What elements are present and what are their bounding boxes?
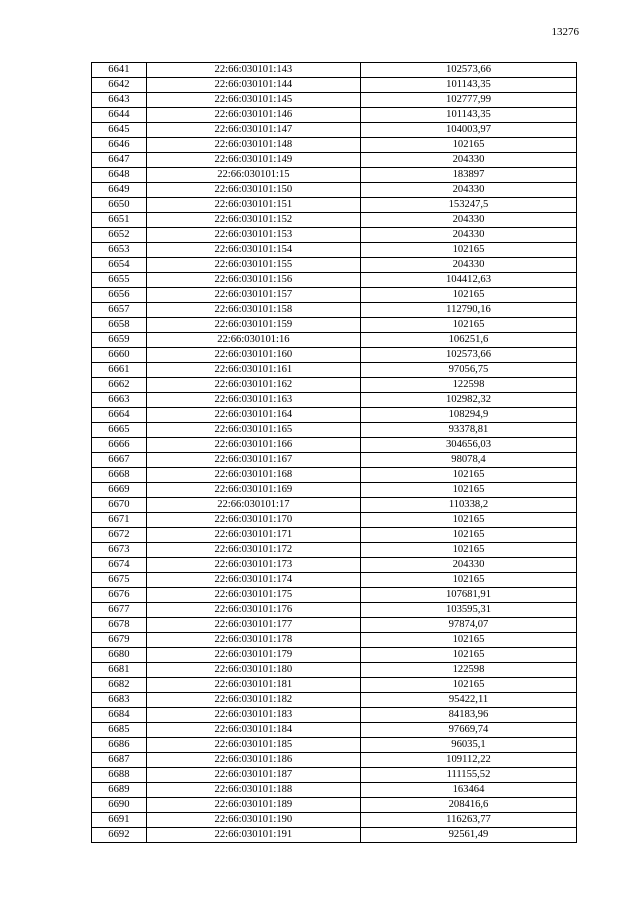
table-row [92, 393, 577, 408]
value-cell: 103595,31 [360, 603, 576, 618]
value-cell: 102165 [360, 573, 576, 588]
value-cell: 101143,35 [360, 78, 576, 93]
table-body [92, 63, 577, 843]
row-number-cell: 6662 [92, 378, 147, 393]
cadastral-number-cell: 22:66:030101:170 [146, 513, 360, 528]
row-number-cell: 6689 [92, 783, 147, 798]
row-number-cell: 6675 [92, 573, 147, 588]
row-number-cell: 6681 [92, 663, 147, 678]
row-number-cell: 6670 [92, 498, 147, 513]
value-cell: 111155,52 [360, 768, 576, 783]
row-number-cell: 6668 [92, 468, 147, 483]
row-number-cell: 6661 [92, 363, 147, 378]
table-row [92, 348, 577, 363]
value-cell: 204330 [360, 153, 576, 168]
row-number-cell: 6658 [92, 318, 147, 333]
table-row [92, 63, 577, 78]
value-cell: 208416,6 [360, 798, 576, 813]
row-number-cell: 6643 [92, 93, 147, 108]
value-cell: 153247,5 [360, 198, 576, 213]
value-cell: 109112,22 [360, 753, 576, 768]
table-row [92, 363, 577, 378]
row-number-cell: 6690 [92, 798, 147, 813]
value-cell: 98078,4 [360, 453, 576, 468]
cadastral-number-cell: 22:66:030101:158 [146, 303, 360, 318]
row-number-cell: 6651 [92, 213, 147, 228]
row-number-cell: 6641 [92, 63, 147, 78]
value-cell: 97056,75 [360, 363, 576, 378]
row-number-cell: 6685 [92, 723, 147, 738]
table-row [92, 138, 577, 153]
row-number-cell: 6680 [92, 648, 147, 663]
row-number-cell: 6667 [92, 453, 147, 468]
cadastral-number-cell: 22:66:030101:186 [146, 753, 360, 768]
row-number-cell: 6687 [92, 753, 147, 768]
table-row [92, 243, 577, 258]
value-cell: 97669,74 [360, 723, 576, 738]
value-cell: 112790,16 [360, 303, 576, 318]
table-row [92, 573, 577, 588]
cadastral-number-cell: 22:66:030101:181 [146, 678, 360, 693]
cadastral-number-cell: 22:66:030101:145 [146, 93, 360, 108]
cadastral-number-cell: 22:66:030101:169 [146, 483, 360, 498]
cadastral-number-cell: 22:66:030101:162 [146, 378, 360, 393]
cadastral-number-cell: 22:66:030101:174 [146, 573, 360, 588]
value-cell: 102777,99 [360, 93, 576, 108]
value-cell: 116263,77 [360, 813, 576, 828]
row-number-cell: 6674 [92, 558, 147, 573]
table-row [92, 558, 577, 573]
cadastral-number-cell: 22:66:030101:156 [146, 273, 360, 288]
row-number-cell: 6673 [92, 543, 147, 558]
row-number-cell: 6677 [92, 603, 147, 618]
row-number-cell: 6671 [92, 513, 147, 528]
table-row [92, 168, 577, 183]
table-row [92, 258, 577, 273]
cadastral-number-cell: 22:66:030101:188 [146, 783, 360, 798]
value-cell: 108294,9 [360, 408, 576, 423]
cadastral-number-cell: 22:66:030101:182 [146, 693, 360, 708]
row-number-cell: 6692 [92, 828, 147, 843]
row-number-cell: 6649 [92, 183, 147, 198]
value-cell: 106251,6 [360, 333, 576, 348]
table-row [92, 543, 577, 558]
cadastral-number-cell: 22:66:030101:179 [146, 648, 360, 663]
row-number-cell: 6678 [92, 618, 147, 633]
table-row [92, 528, 577, 543]
value-cell: 204330 [360, 558, 576, 573]
cadastral-number-cell: 22:66:030101:172 [146, 543, 360, 558]
row-number-cell: 6659 [92, 333, 147, 348]
cadastral-number-cell: 22:66:030101:160 [146, 348, 360, 363]
table-row [92, 603, 577, 618]
cadastral-number-cell: 22:66:030101:143 [146, 63, 360, 78]
row-number-cell: 6655 [92, 273, 147, 288]
cadastral-number-cell: 22:66:030101:166 [146, 438, 360, 453]
cadastral-number-cell: 22:66:030101:146 [146, 108, 360, 123]
table-row [92, 333, 577, 348]
value-cell: 183897 [360, 168, 576, 183]
value-cell: 102165 [360, 648, 576, 663]
table-row [92, 468, 577, 483]
table-row [92, 198, 577, 213]
cadastral-number-cell: 22:66:030101:149 [146, 153, 360, 168]
row-number-cell: 6688 [92, 768, 147, 783]
table-row [92, 798, 577, 813]
table-row [92, 273, 577, 288]
cadastral-number-cell: 22:66:030101:17 [146, 498, 360, 513]
cadastral-number-cell: 22:66:030101:173 [146, 558, 360, 573]
row-number-cell: 6645 [92, 123, 147, 138]
table-row [92, 828, 577, 843]
table-row [92, 108, 577, 123]
table-row [92, 93, 577, 108]
cadastral-number-cell: 22:66:030101:148 [146, 138, 360, 153]
value-cell: 304656,03 [360, 438, 576, 453]
value-cell: 84183,96 [360, 708, 576, 723]
value-cell: 204330 [360, 228, 576, 243]
cadastral-number-cell: 22:66:030101:168 [146, 468, 360, 483]
cadastral-number-cell: 22:66:030101:151 [146, 198, 360, 213]
cadastral-table [91, 62, 577, 843]
cadastral-number-cell: 22:66:030101:177 [146, 618, 360, 633]
cadastral-number-cell: 22:66:030101:152 [146, 213, 360, 228]
row-number-cell: 6642 [92, 78, 147, 93]
row-number-cell: 6652 [92, 228, 147, 243]
cadastral-number-cell: 22:66:030101:164 [146, 408, 360, 423]
value-cell: 102165 [360, 483, 576, 498]
value-cell: 102165 [360, 243, 576, 258]
row-number-cell: 6663 [92, 393, 147, 408]
table-row [92, 648, 577, 663]
value-cell: 102573,66 [360, 63, 576, 78]
cadastral-number-cell: 22:66:030101:187 [146, 768, 360, 783]
cadastral-number-cell: 22:66:030101:176 [146, 603, 360, 618]
table-row [92, 78, 577, 93]
table-row [92, 123, 577, 138]
value-cell: 102573,66 [360, 348, 576, 363]
value-cell: 102165 [360, 288, 576, 303]
row-number-cell: 6660 [92, 348, 147, 363]
row-number-cell: 6686 [92, 738, 147, 753]
table-row [92, 153, 577, 168]
cadastral-number-cell: 22:66:030101:167 [146, 453, 360, 468]
value-cell: 96035,1 [360, 738, 576, 753]
row-number-cell: 6679 [92, 633, 147, 648]
row-number-cell: 6664 [92, 408, 147, 423]
cadastral-number-cell: 22:66:030101:171 [146, 528, 360, 543]
table-row [92, 453, 577, 468]
table-row [92, 213, 577, 228]
value-cell: 102165 [360, 138, 576, 153]
cadastral-number-cell: 22:66:030101:175 [146, 588, 360, 603]
value-cell: 122598 [360, 663, 576, 678]
cadastral-number-cell: 22:66:030101:178 [146, 633, 360, 648]
value-cell: 102982,32 [360, 393, 576, 408]
cadastral-number-cell: 22:66:030101:163 [146, 393, 360, 408]
cadastral-number-cell: 22:66:030101:150 [146, 183, 360, 198]
table-row [92, 318, 577, 333]
cadastral-number-cell: 22:66:030101:155 [146, 258, 360, 273]
cadastral-number-cell: 22:66:030101:184 [146, 723, 360, 738]
cadastral-number-cell: 22:66:030101:190 [146, 813, 360, 828]
value-cell: 102165 [360, 318, 576, 333]
table-row [92, 423, 577, 438]
value-cell: 93378,81 [360, 423, 576, 438]
value-cell: 104412,63 [360, 273, 576, 288]
table-row [92, 378, 577, 393]
value-cell: 163464 [360, 783, 576, 798]
table-row [92, 288, 577, 303]
row-number-cell: 6653 [92, 243, 147, 258]
table-row [92, 663, 577, 678]
table-row [92, 678, 577, 693]
cadastral-number-cell: 22:66:030101:16 [146, 333, 360, 348]
row-number-cell: 6646 [92, 138, 147, 153]
value-cell: 204330 [360, 258, 576, 273]
table-row [92, 513, 577, 528]
table-row [92, 438, 577, 453]
row-number-cell: 6676 [92, 588, 147, 603]
row-number-cell: 6656 [92, 288, 147, 303]
row-number-cell: 6647 [92, 153, 147, 168]
row-number-cell: 6691 [92, 813, 147, 828]
row-number-cell: 6666 [92, 438, 147, 453]
cadastral-number-cell: 22:66:030101:147 [146, 123, 360, 138]
row-number-cell: 6657 [92, 303, 147, 318]
value-cell: 101143,35 [360, 108, 576, 123]
cadastral-number-cell: 22:66:030101:144 [146, 78, 360, 93]
table-row [92, 228, 577, 243]
value-cell: 204330 [360, 213, 576, 228]
value-cell: 92561,49 [360, 828, 576, 843]
row-number-cell: 6669 [92, 483, 147, 498]
table-row [92, 618, 577, 633]
value-cell: 102165 [360, 678, 576, 693]
table-row [92, 498, 577, 513]
value-cell: 107681,91 [360, 588, 576, 603]
cadastral-number-cell: 22:66:030101:157 [146, 288, 360, 303]
value-cell: 102165 [360, 468, 576, 483]
table-row [92, 708, 577, 723]
value-cell: 102165 [360, 528, 576, 543]
value-cell: 102165 [360, 633, 576, 648]
table-row [92, 408, 577, 423]
table-row [92, 753, 577, 768]
cadastral-number-cell: 22:66:030101:191 [146, 828, 360, 843]
value-cell: 110338,2 [360, 498, 576, 513]
row-number-cell: 6644 [92, 108, 147, 123]
table-row [92, 738, 577, 753]
table-row [92, 783, 577, 798]
cadastral-number-cell: 22:66:030101:159 [146, 318, 360, 333]
cadastral-number-cell: 22:66:030101:183 [146, 708, 360, 723]
table-row [92, 768, 577, 783]
value-cell: 95422,11 [360, 693, 576, 708]
cadastral-number-cell: 22:66:030101:189 [146, 798, 360, 813]
cadastral-number-cell: 22:66:030101:154 [146, 243, 360, 258]
cadastral-number-cell: 22:66:030101:165 [146, 423, 360, 438]
row-number-cell: 6684 [92, 708, 147, 723]
table-row [92, 723, 577, 738]
value-cell: 102165 [360, 513, 576, 528]
value-cell: 102165 [360, 543, 576, 558]
table-row [92, 693, 577, 708]
cadastral-number-cell: 22:66:030101:161 [146, 363, 360, 378]
cadastral-number-cell: 22:66:030101:15 [146, 168, 360, 183]
page-number: 13276 [551, 26, 579, 38]
value-cell: 204330 [360, 183, 576, 198]
cadastral-number-cell: 22:66:030101:153 [146, 228, 360, 243]
table-row [92, 483, 577, 498]
table-row [92, 813, 577, 828]
row-number-cell: 6683 [92, 693, 147, 708]
cadastral-number-cell: 22:66:030101:180 [146, 663, 360, 678]
value-cell: 104003,97 [360, 123, 576, 138]
row-number-cell: 6654 [92, 258, 147, 273]
cadastral-number-cell: 22:66:030101:185 [146, 738, 360, 753]
table-row [92, 633, 577, 648]
table-row [92, 588, 577, 603]
row-number-cell: 6650 [92, 198, 147, 213]
table-row [92, 303, 577, 318]
row-number-cell: 6682 [92, 678, 147, 693]
value-cell: 122598 [360, 378, 576, 393]
row-number-cell: 6648 [92, 168, 147, 183]
table-row [92, 183, 577, 198]
row-number-cell: 6672 [92, 528, 147, 543]
row-number-cell: 6665 [92, 423, 147, 438]
value-cell: 97874,07 [360, 618, 576, 633]
